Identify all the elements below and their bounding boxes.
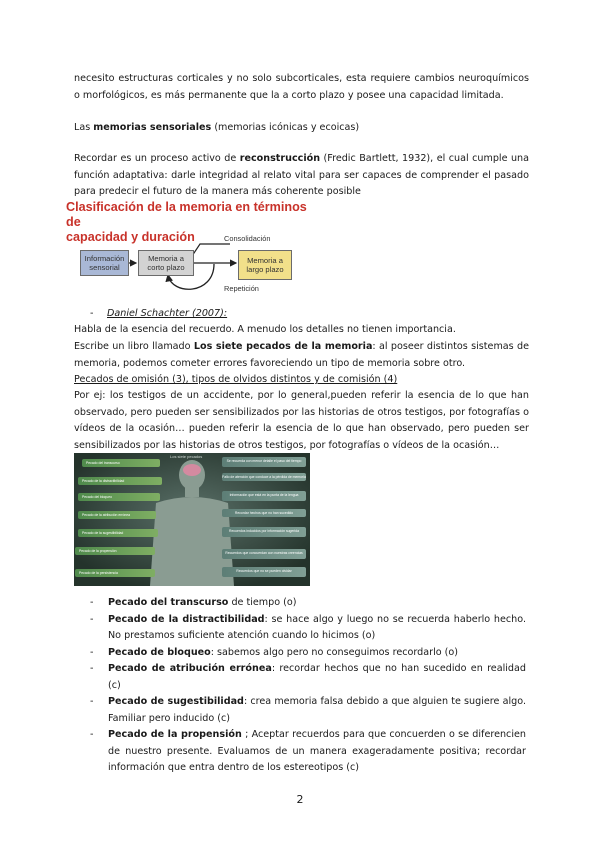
text-span: (memorias icónicas y ecoicas) xyxy=(211,122,360,133)
figure-title: Los siete pecados xyxy=(170,454,203,459)
box-long-term-memory: Memoria a largo plazo xyxy=(238,250,292,280)
book-title: Los siete pecados de la memoria xyxy=(193,341,373,352)
list-item xyxy=(90,694,526,727)
sin-description: ; Aceptar recuerdos para que concuerden o se diferencien de nuestro presente. Evaluamos de un manera exageradamente positiva; recordar información que entra dentro de los estereotipos (c) xyxy=(108,729,526,773)
diagram-title-line1: Clasificación de la memoria en términos de xyxy=(66,200,307,229)
list-item xyxy=(90,645,526,662)
schacter-line1: Habla de la esencia del recuerdo. A menudo los detalles no tienen importancia. xyxy=(74,324,456,335)
schacter-example: Por ej: los testigos de un accidente, por lo general,pueden referir la esencia de lo que han observado, pero pueden ser sensibilizados por las historias de otros testigos, por fotografías o vídeos de la ocasión… pueden referir la esencia de lo que han observado, pero pueden ser sensibilizados por las historias de otros testigos, por fotografías o vídeos de la ocasión… xyxy=(74,390,529,451)
sin-description-4: Recordar hechos que no han sucedido xyxy=(222,509,306,517)
seven-sins-figure xyxy=(74,453,310,586)
sin-name: Pecado de bloqueo xyxy=(108,646,211,658)
list-item xyxy=(90,661,526,694)
box-sensory-information: Información sensorial xyxy=(80,250,129,276)
sin-bar-blocking: Pecado del bloqueo xyxy=(78,493,160,501)
text-span: Recordar es un proceso activo de xyxy=(74,153,240,164)
sin-description-3: Información que está en la punta de la lengua xyxy=(222,491,306,501)
sin-description: : recordar hechos que no han sucedido en realidad (c) xyxy=(108,663,526,691)
list-item xyxy=(90,595,526,612)
sin-name: Pecado de atribución errónea xyxy=(108,663,272,674)
bold-term: memorias sensoriales xyxy=(93,122,212,133)
sin-bar-transience: Pecado del transcurso xyxy=(82,459,160,467)
paragraph-long-term-memory: necesito estructuras corticales y no solo subcorticales, esta requiere cambios neuroquímicos o morfológicos, es más permanente que la a corto plazo y posee una capacidad limitada. xyxy=(74,73,529,101)
memory-classification-diagram xyxy=(64,200,326,300)
sin-description-7: Recuerdos que no se pueden olvidar xyxy=(222,567,306,577)
label-repetition: Repetición xyxy=(224,284,259,293)
schacter-heading-list xyxy=(90,306,526,323)
sin-description: : sabemos algo pero no conseguimos recordarlo (o) xyxy=(210,646,459,658)
schacter-line2 xyxy=(74,339,529,372)
sin-bar-bias: Pecado de la propensión xyxy=(75,547,155,555)
sins-list xyxy=(90,595,526,777)
sin-name: Pecado de la distractibilidad xyxy=(108,613,265,625)
sin-description-6: Recuerdos que concuerdan con nuestras creencias xyxy=(222,549,306,559)
list-item xyxy=(90,727,526,777)
sin-description-2: Fallo de atención que conduce a la pérdida de memoria xyxy=(222,475,306,479)
consolidation-line xyxy=(192,244,230,256)
paragraph-reconstruction xyxy=(74,151,529,201)
sin-name: Pecado de sugestibilidad xyxy=(108,696,244,707)
bold-term: reconstrucción xyxy=(239,153,321,164)
schacter-line3 xyxy=(74,372,529,389)
sin-description: : se hace algo y luego no se recuerda haberlo hecho. No prestamos suficiente atención cuando lo hicimos (o) xyxy=(108,613,526,641)
page-number: 2 xyxy=(296,793,304,806)
label-consolidation: Consolidación xyxy=(224,234,271,243)
text-span: Las xyxy=(74,122,94,133)
list-item xyxy=(90,306,526,323)
list-item xyxy=(90,612,526,645)
text-span: Escribe un libro llamado xyxy=(74,341,194,352)
sin-description: de tiempo (o) xyxy=(228,597,297,608)
sin-description-1: Se recuerda con menor detalle el paso del tiempo xyxy=(222,457,306,467)
sin-description-5: Recuerdos inducidos por información sugerida xyxy=(222,527,306,537)
sin-name: Pecado del transcurso xyxy=(108,597,229,608)
diagram-title-line2: capacidad y duración xyxy=(66,230,195,244)
text-span: : al poseer distintos sistemas de memoria, podemos cometer errores favoreciendo un tipo de memoria sobre otro. xyxy=(74,341,530,369)
paragraph-sensory-memory xyxy=(74,120,529,137)
text-span: (Fredic Bartlett, 1932), el cual cumple una función adaptativa: darle integridad al relato vital para ser capaces de comprender el pasado para predecir el futuro de la manera más coherente posible xyxy=(74,153,529,197)
sin-bar-persistence: Pecado de la persistencia xyxy=(75,569,155,577)
sin-bar-absent-mindedness: Pecado de la distractibilidad xyxy=(78,477,162,485)
sin-name: Pecado de la propensión xyxy=(108,729,242,740)
box-short-term-memory: Memoria a corto plazo xyxy=(138,250,194,276)
schacter-heading: Daniel Schachter (2007): xyxy=(107,308,228,319)
sin-bar-suggestibility: Pecado de la sugestibilidad xyxy=(78,529,158,537)
omission-commission-heading: Pecados de omisión (3), tipos de olvidos distintos y de comisión (4) xyxy=(74,374,398,385)
sin-bar-misattribution: Pecado de la atribución errónea xyxy=(78,511,156,519)
sin-description: : crea memoria falsa debido a que alguien te sugiere algo. Familiar pero inducido (c) xyxy=(108,696,527,724)
